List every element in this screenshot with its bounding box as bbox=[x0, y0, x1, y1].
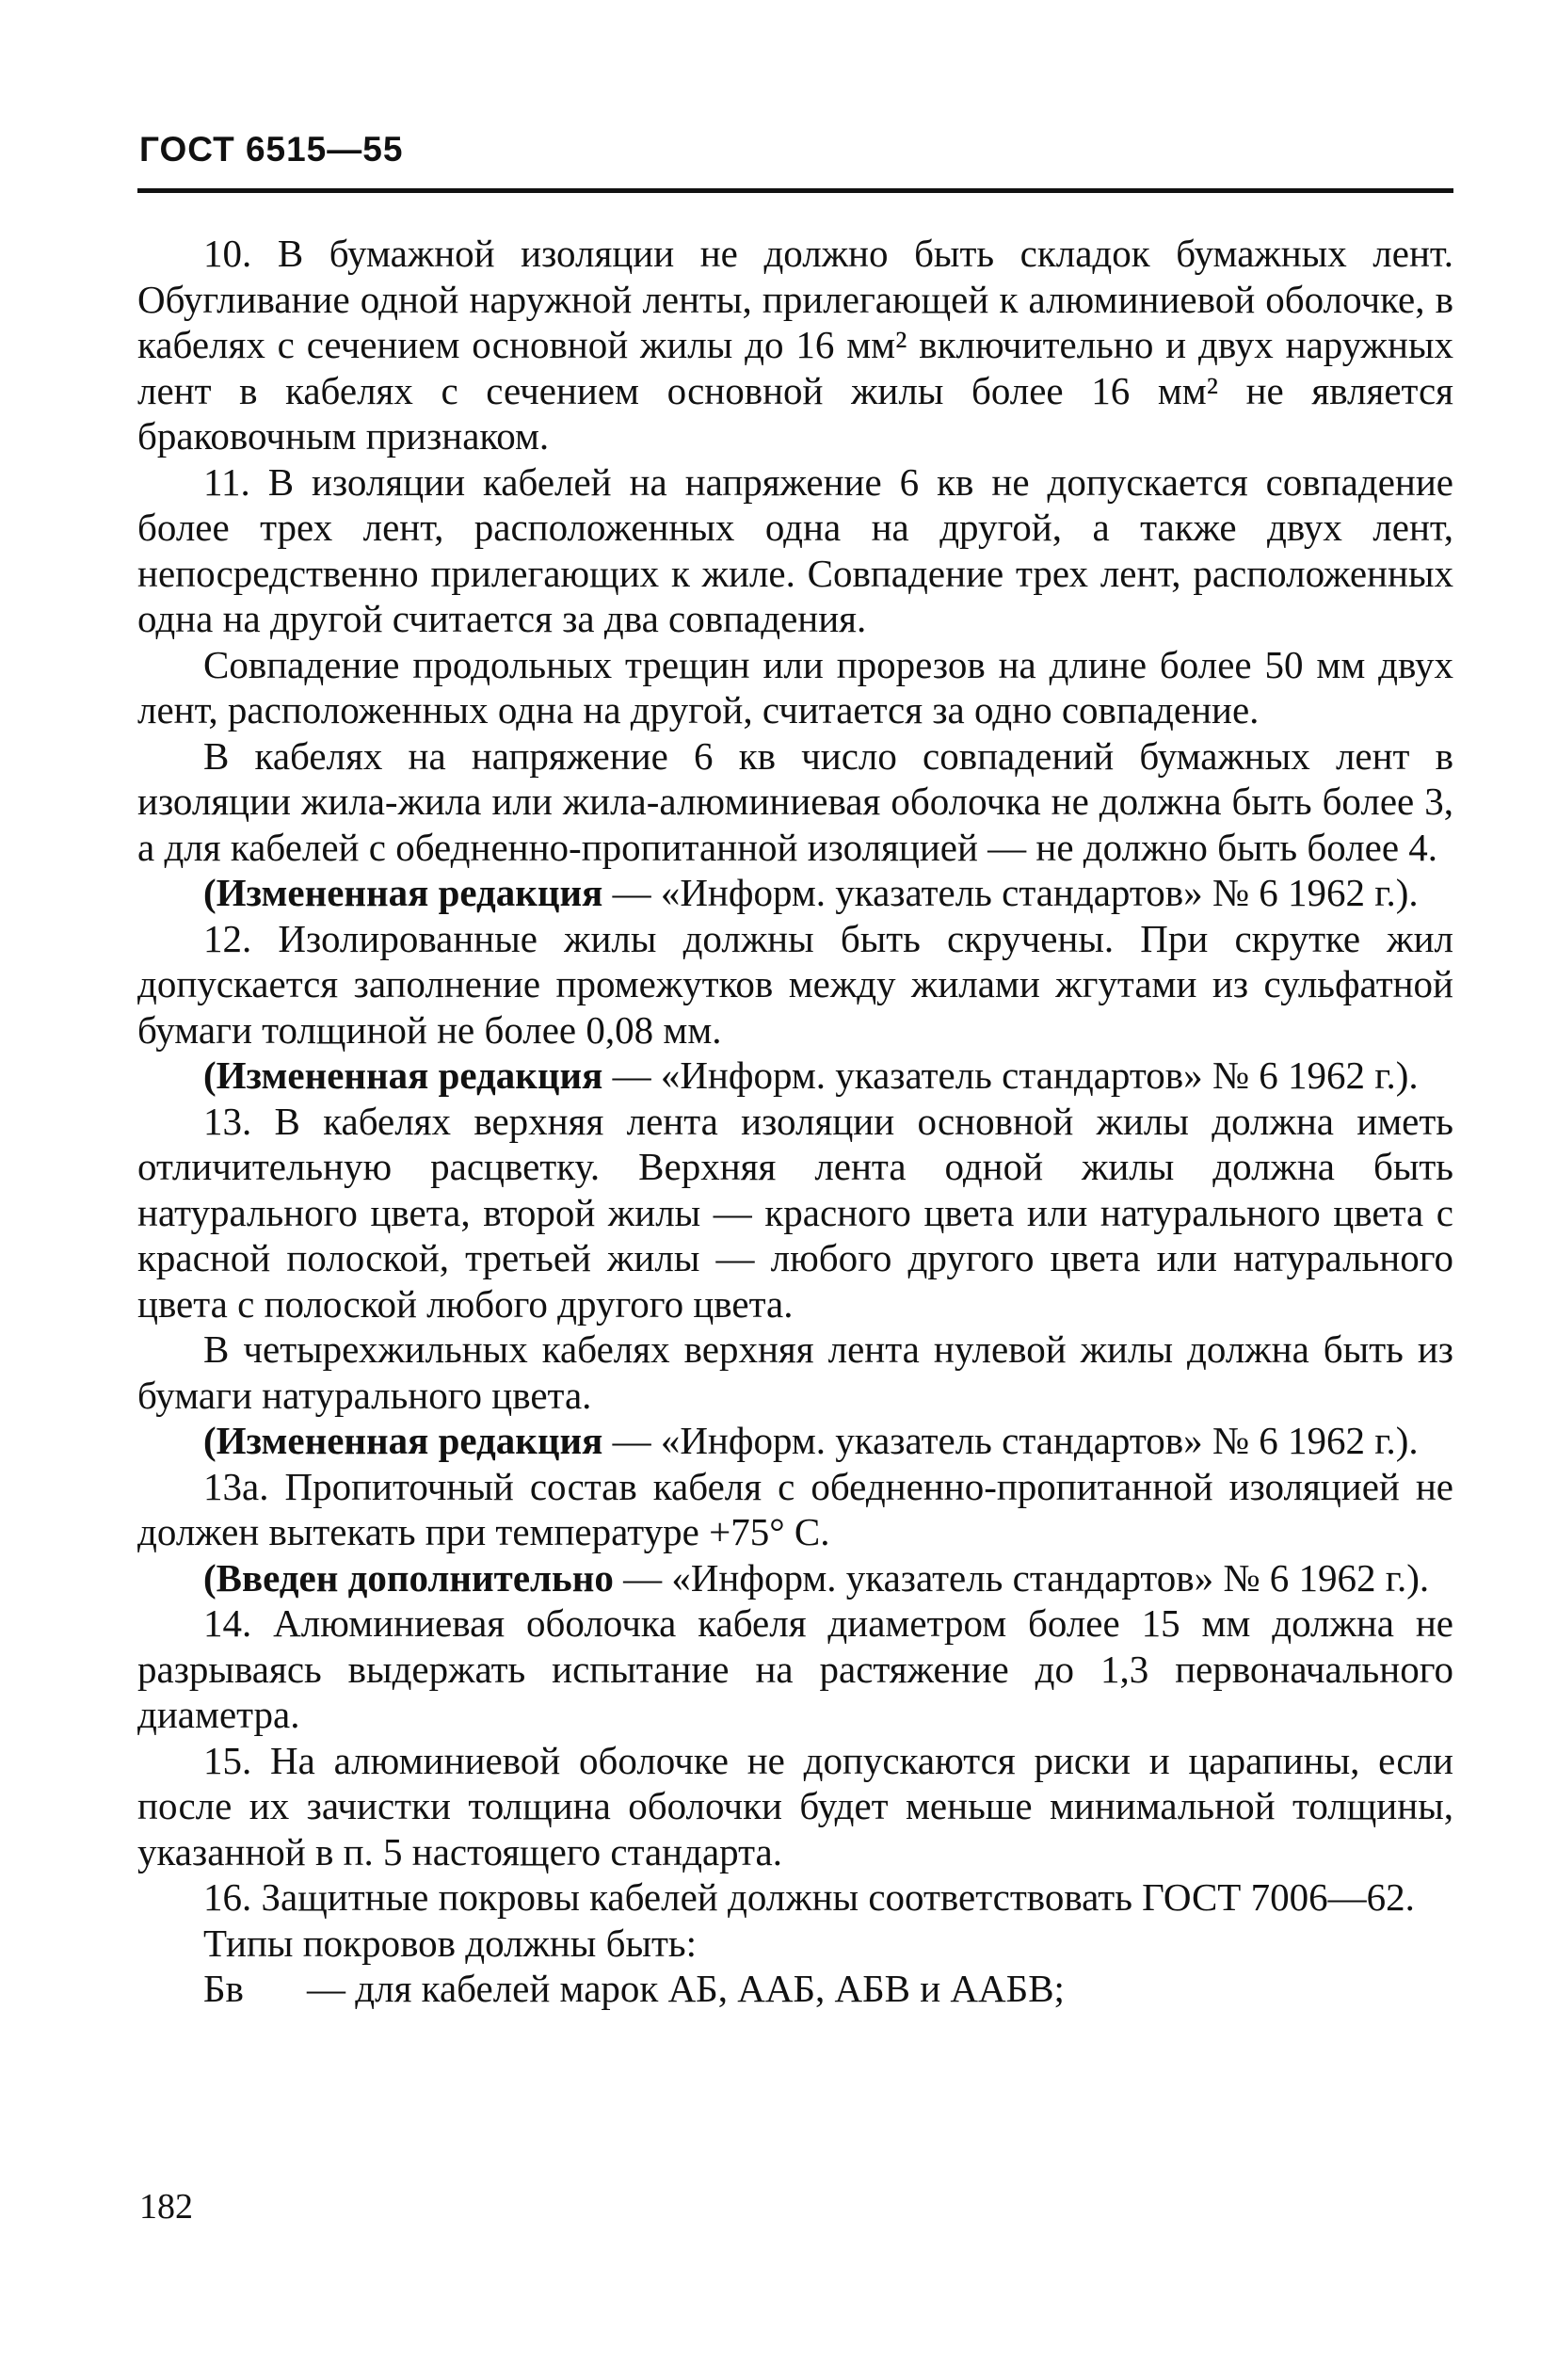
paragraph-13a: 13а. Пропиточный состав кабеля с обедненно-пропитанной изоляцией не должен вытекать при температуре +75° С. bbox=[137, 1464, 1453, 1553]
paragraph-14: 14. Алюминиевая оболочка кабеля диаметром более 15 мм должна не разрываясь выдержать испытание на растяжение до 1,3 первоначального диаметра. bbox=[137, 1601, 1453, 1736]
paragraph-11-count: В кабелях на напряжение 6 кв число совпадений бумажных лент в изоляции жила-жила или жила-алюминиевая оболочка не должна быть более 3, а для кабелей с обедненно-пропитанной изоляцией — не должно быть более 4. bbox=[137, 733, 1453, 869]
document-header: ГОСТ 6515—55 bbox=[139, 130, 404, 169]
paragraph-10: 10. В бумажной изоляции не должно быть складок бумажных лент. Обугливание одной наружной ленты, прилегающей к алюминиевой оболочке, в кабелях с сечением основной жилы до 16 мм² включительно и двух наружных лент в кабелях с сечением основной жилы более 16 мм² не является браковочным признаком. bbox=[137, 232, 1453, 458]
addition-label: (Введен дополнительно bbox=[203, 1555, 614, 1600]
paragraph-16: 16. Защитные покровы кабелей должны соответствовать ГОСТ 7006—62. bbox=[203, 1875, 1415, 1919]
cover-type-description: — для кабелей марок АБ, ААБ, АБВ и ААБВ; bbox=[307, 1967, 1065, 2010]
page-number: 182 bbox=[139, 2187, 193, 2227]
addition-note bbox=[137, 1555, 1453, 1601]
header-rule bbox=[137, 188, 1453, 193]
addition-source: — «Информ. указатель стандартов» № 6 1962 г.). bbox=[613, 1555, 1430, 1600]
document-body bbox=[137, 231, 1453, 2012]
revision-source: — «Информ. указатель стандартов» № 6 1962 г.). bbox=[602, 871, 1419, 914]
revision-note bbox=[137, 870, 1453, 916]
paragraph-11-coincidence: Совпадение продольных трещин или прорезов на длине более 50 мм двух лент, расположенных одна на другой, считается за одно совпадение. bbox=[137, 642, 1453, 732]
revision-note bbox=[137, 1418, 1453, 1464]
paragraph-15: 15. На алюминиевой оболочке не допускаются риски и царапины, если после их зачистки толщина оболочки будет меньше минимальной толщины, указанной в п. 5 настоящего стандарта. bbox=[137, 1738, 1453, 1873]
cover-type-item bbox=[137, 1966, 1453, 2012]
paragraph-13: 13. В кабелях верхняя лента изоляции основной жилы должна иметь отличительную расцветку. Верхняя лента одной жилы должна быть натурального цвета, второй жилы — красного цвета или натурального цвета с красной полоской, третьей жилы — любого другого цвета или натурального цвета с полоской любого другого цвета. bbox=[137, 1099, 1453, 1326]
cover-type-code: Бв bbox=[203, 1967, 244, 2010]
paragraph-12: 12. Изолированные жилы должны быть скручены. При скрутке жил допускается заполнение промежутков между жилами жгутами из сульфатной бумаги толщиной не более 0,08 мм. bbox=[137, 916, 1453, 1052]
revision-source: — «Информ. указатель стандартов» № 6 1962 г.). bbox=[602, 1053, 1419, 1097]
revision-source: — «Информ. указатель стандартов» № 6 1962 г.). bbox=[602, 1419, 1419, 1462]
paragraph-16-types: Типы покровов должны быть: bbox=[203, 1921, 698, 1965]
paragraph-13-four-core: В четырехжильных кабелях верхняя лента нулевой жилы должна быть из бумаги натурального цвета. bbox=[137, 1327, 1453, 1417]
revision-label: (Измененная редакция bbox=[203, 871, 603, 914]
revision-label: (Измененная редакция bbox=[203, 1419, 603, 1462]
revision-label: (Измененная редакция bbox=[203, 1053, 603, 1097]
paragraph-11: 11. В изоляции кабелей на напряжение 6 кв не допускается совпадение более трех лент, расположенных одна на другой, а также двух лент, непосредственно прилегающих к жиле. Совпадение трех лент, расположенных одна на другой считается за два совпадения. bbox=[137, 459, 1453, 640]
revision-note bbox=[137, 1053, 1453, 1099]
